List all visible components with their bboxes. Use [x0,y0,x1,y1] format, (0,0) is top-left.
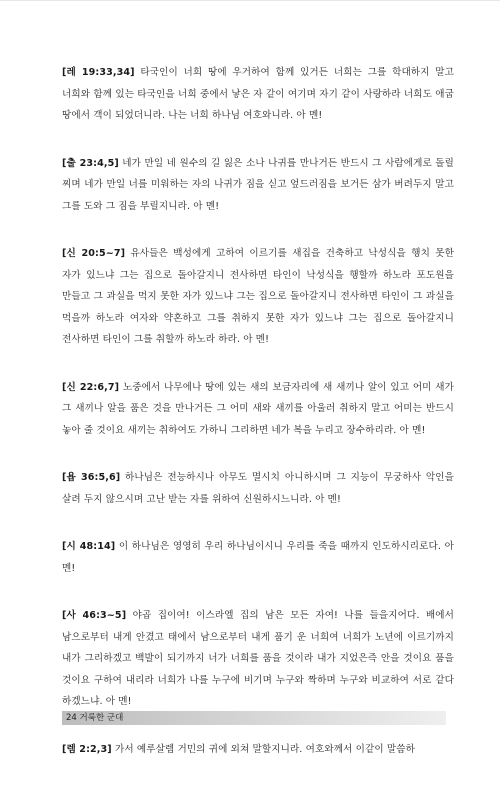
verse-paragraph [62,536,454,579]
verse-text: 야곱 집이여! 이스라엘 집의 남은 모든 자여! 나를 들을지어다. 배에서 남으로부터 내게 안겼고 태에서 남으로부터 내게 품기 운 너희여 너희가 노년에 이르기까지 내가 그리하겠고 백발이 되기까지 너가 너희를 품을 것이라 내가 지었은즉 안을 것이요 품을 것이요 구하여 내리라 너희가 나를 누구에 비기며 누구와 짝하며 누구와 비교하여 서로 같다 하겠느냐. 아 멘! [62,610,454,707]
verse-reference: [사 46:3~5] [62,610,127,621]
verse-paragraph [62,605,454,713]
verse-text: 유사들은 백성에게 고하여 이르기를 새집을 건축하고 낙성식을 행치 못한 자가 있느냐 그는 집으로 돌아갈지니 전사하면 타인이 낙성식을 행할까 하노라 포도원을 만들고 그 과실을 먹지 못한 자가 있느냐 그는 집으로 돌아갈지니 전사하면 타인이 그 과실을 먹을까 하노라 여자와 약혼하고 그를 취하지 못한 자가 있느냐 그는 집으로 돌아갈지니 전사하면 타인이 그를 취할까 하노라 하라. 아 멘! [62,248,454,345]
verse-reference: [신 22:6,7] [62,381,120,393]
verse-paragraph [62,739,454,761]
page-edge [0,0,500,1]
page-footer-bar [62,711,446,725]
verse-reference: [욥 36:5,6] [62,472,121,483]
verse-text: 노중에서 나무에나 땅에 있는 새의 보금자리에 새 새끼나 알이 있고 어미 새가 그 새끼나 알을 품은 것을 만나거든 그 어미 새와 새끼를 아울러 취하지 말고 어미는 반드시 놓아 줄 것이요 새끼는 취하여도 가하니 그리하면 네가 복을 누리고 장수하리라. 아 멘! [62,381,454,436]
verse-paragraph [62,153,454,218]
verse-reference: [출 23:4,5] [62,157,119,169]
verse-paragraph [62,243,454,351]
verse-text: 네가 만일 네 원수의 길 잃은 소나 나귀를 만나거든 반드시 그 사람에게로 돌릴 찌며 네가 만일 너를 미워하는 자의 나귀가 짐을 싣고 엎드러짐을 보거든 삼가 버려두지 말고 그를 도와 그 짐을 부릴지니라. 아 멘! [62,157,454,212]
page-footer-label: 24 거룩한 군대 [66,713,124,723]
verse-paragraph [62,377,454,442]
verse-text: 타국인이 너희 땅에 우거하여 함께 있거든 너희는 그를 학대하지 말고 너희와 함께 있는 타국인을 너희 중에서 낳은 자 같이 여기며 자기 같이 사랑하라 너희도 애굽 땅에서 객이 되었더니라. 나는 너희 하나님 여호와니라. 아 멘! [62,67,454,121]
verse-reference: [레 19:33,34] [62,67,135,78]
verse-reference: [신 20:5~7] [62,248,126,259]
verse-reference: [시 48:14] [62,541,116,552]
verse-paragraph [62,62,454,127]
verse-text: 가서 예루살렘 거민의 귀에 외쳐 말할지니라. 여호와께서 이같이 말씀하 [111,743,415,755]
scripture-list [62,62,454,786]
verse-text: 하나님은 전능하시나 아무도 멸시치 아니하시며 그 지능이 무궁하사 악인을 살려 두지 않으시며 고난 받는 자를 위하여 신원하시느니라. 아 멘! [62,472,454,505]
verse-paragraph [62,467,454,510]
verse-text: 이 하나님은 영영히 우리 하나님이시니 우리를 죽을 때까지 인도하시리로다. 아 멘! [62,541,454,574]
verse-reference: [렘 2:2,3] [62,743,112,755]
